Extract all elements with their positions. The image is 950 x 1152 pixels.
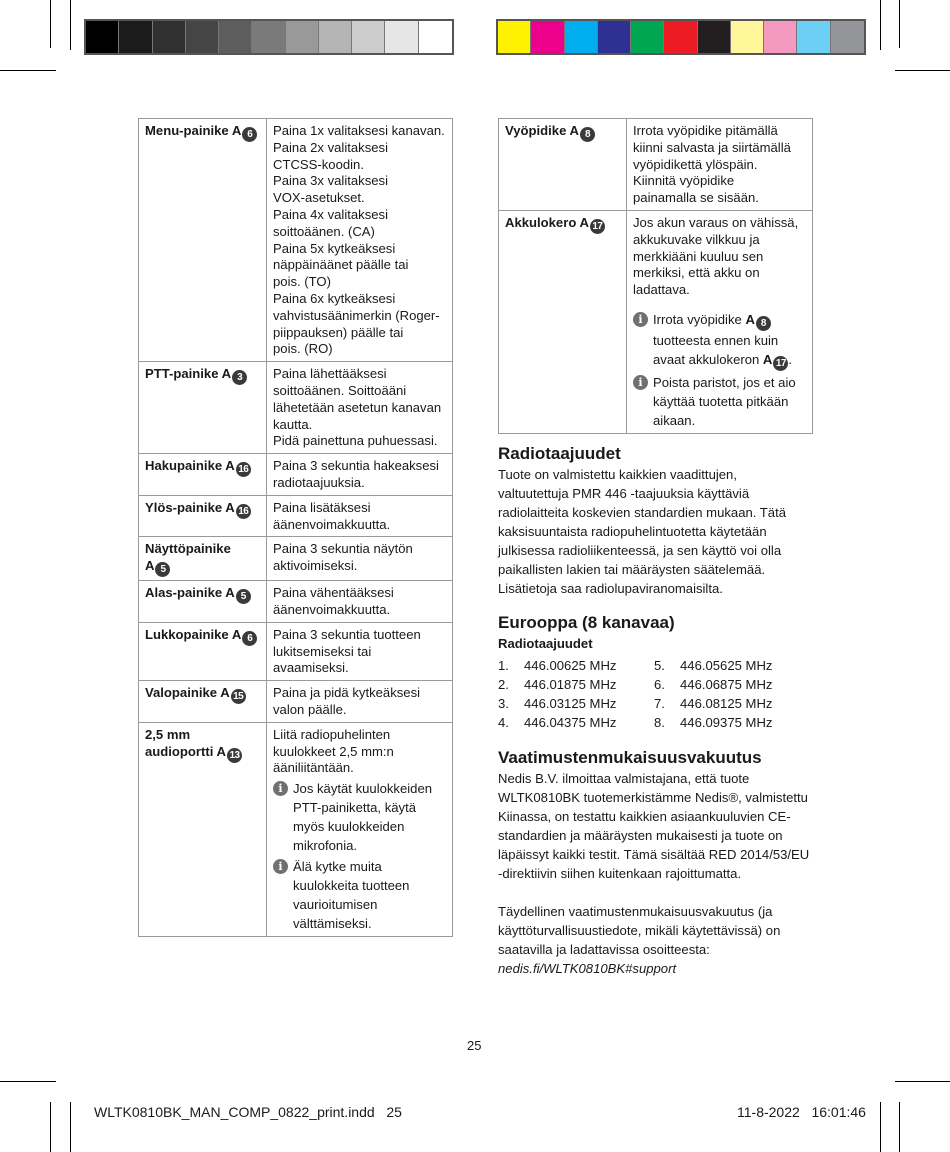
belt-clip-battery-table	[498, 118, 813, 434]
table-row	[499, 119, 813, 211]
support-link[interactable]: nedis.fi/WLTK0810BK#support	[498, 961, 677, 976]
table-row	[139, 119, 453, 362]
color-swatch	[831, 21, 864, 53]
table-row	[139, 722, 453, 936]
color-swatch	[664, 21, 697, 53]
channel-frequency: 446.01875 MHz	[524, 677, 617, 692]
color-swatch	[698, 21, 731, 53]
info-icon: i	[273, 781, 288, 796]
row-label: Menu-painike A 6	[139, 119, 267, 362]
info-note: i Jos käytät kuulokkeiden PTT-painiketta, käytä myös kuulokkeiden mikrofonia.	[273, 779, 446, 855]
channel-frequency: 446.06875 MHz	[680, 677, 773, 692]
part-number-badge: 6	[242, 127, 257, 142]
color-swatch	[797, 21, 830, 53]
color-swatch	[764, 21, 797, 53]
row-label: Akkulokero A 17	[499, 210, 627, 433]
row-description: Paina 3 sekuntia näytön aktivoimiseksi.	[267, 537, 453, 581]
color-swatch	[531, 21, 564, 53]
part-number-badge: 15	[231, 689, 246, 704]
row-description: Jos akun varaus on vähissä, akkukuvake vilkkuu ja merkkiääni kuuluu sen merkiksi, että akku on ladattava. i Irrota vyöpidike A 8 tuotteesta ennen kuin avaat akkulokeron A 17 . i Poista paristot, jos et aio käyttää tuotetta pitkään aikaan.	[627, 210, 813, 433]
frequency-list	[498, 656, 828, 732]
color-swatch	[86, 21, 119, 53]
row-label: Lukkopainike A 6	[139, 622, 267, 680]
channel-number: 8.	[654, 715, 665, 730]
right-column-text	[498, 443, 828, 978]
color-swatch	[153, 21, 186, 53]
row-label: Vyöpidike A 8	[499, 119, 627, 211]
row-description: Paina ja pidä kytkeäksesi valon päälle.	[267, 681, 453, 723]
row-description: Paina 1x valitaksesi kanavan. Paina 2x valitaksesi CTCSS-koodin. Paina 3x valitaksesi VOX-asetukset. Paina 4x valitaksesi soittoäänen. (CA) Paina 5x kytkeäksesi näppäinäänet päälle tai pois. (TO) Paina 6x kytkeäksesi vahvistusäänimerkin (Roger- piippauksen) päälle tai pois. (RO)	[267, 119, 453, 362]
section-heading: Eurooppa (8 kanavaa)	[498, 613, 675, 632]
channel-number: 7.	[654, 696, 665, 711]
crop-mark	[0, 70, 56, 71]
section-body: Nedis B.V. ilmoittaa valmistajana, että tuote WLTK0810BK tuotemerkistämme Nedis®, valmistettu Kiinassa, on testattu kaikkien asiaankuuluvien CE- standardien ja määräysten mukaisesti ja tuote on läpäissyt kaikki testit. Tämä sisältää RED 2014/53/EU -direktiivin siihen kuitenkaan rajoittumatta.	[498, 771, 810, 881]
color-swatch	[498, 21, 531, 53]
section-body: Täydellinen vaatimustenmukaisuusvakuutus (ja käyttöturvallisuustiedote, mikäli käytettävissä) on saatavilla ja ladattavissa osoitteesta:	[498, 904, 781, 957]
crop-mark	[50, 1102, 51, 1152]
row-description: Irrota vyöpidike pitämällä kiinni salvasta ja siirtämällä vyöpidikettä ylöspäin. Kiinnitä vyöpidike painamalla se sisään.	[627, 119, 813, 211]
crop-mark	[880, 0, 881, 50]
part-number-badge: 8	[756, 316, 771, 331]
color-calibration-bar	[496, 19, 866, 55]
row-description: Liitä radiopuhelinten kuulokkeet 2,5 mm:n ääniliitäntään. i Jos käytät kuulokkeiden PTT-painiketta, käytä myös kuulokkeiden mikrofonia. i Älä kytke muita kuulokkeita tuotteen vaurioitumisen välttämiseksi.	[267, 722, 453, 936]
row-description: Paina 3 sekuntia tuotteen lukitsemiseksi tai avaamiseksi.	[267, 622, 453, 680]
color-swatch	[631, 21, 664, 53]
row-label: Ylös-painike A 16	[139, 495, 267, 537]
channel-number: 2.	[498, 677, 509, 692]
channel-frequency: 446.09375 MHz	[680, 715, 773, 730]
info-note: i Älä kytke muita kuulokkeita tuotteen vaurioitumisen välttämiseksi.	[273, 857, 446, 933]
part-number-badge: 13	[227, 748, 242, 763]
crop-mark	[899, 1102, 900, 1152]
grayscale-calibration-bar	[84, 19, 454, 55]
page-number: 25	[467, 1038, 482, 1053]
table-row	[139, 362, 453, 454]
row-label: 2,5 mm audioportti A 13	[139, 722, 267, 936]
row-description: Paina 3 sekuntia hakeaksesi radiotaajuuksia.	[267, 454, 453, 496]
row-description: Paina vähentääksesi äänenvoimakkuutta.	[267, 581, 453, 623]
footer-timestamp: 11-8-2022 16:01:46	[737, 1104, 866, 1120]
color-swatch	[385, 21, 418, 53]
channel-number: 4.	[498, 715, 509, 730]
channel-frequency: 446.03125 MHz	[524, 696, 617, 711]
row-description: Paina lisätäksesi äänenvoimakkuutta.	[267, 495, 453, 537]
color-swatch	[352, 21, 385, 53]
part-number-badge: 5	[155, 562, 170, 577]
crop-mark	[50, 0, 51, 48]
table-row	[139, 681, 453, 723]
part-number-badge: 5	[236, 589, 251, 604]
info-icon: i	[633, 375, 648, 390]
section-body: Tuote on valmistettu kaikkien vaadittujen, valtuutettuja PMR 446 -taajuuksia käyttäviä radiolaitteita koskevien standardien mukaan. Tätä kaksisuuntaista radiopuhelintuotetta käytetään julkisessa radioliikenteessä, ja sen käyttö voi olla paikallisten lakien tai määräysten säätelemää. Lisätietoja saa radiolupaviranomaisilta.	[498, 467, 786, 596]
crop-mark	[880, 1102, 881, 1152]
channel-number: 3.	[498, 696, 509, 711]
crop-mark	[899, 0, 900, 48]
channel-frequency: 446.00625 MHz	[524, 658, 617, 673]
part-number-badge: 8	[580, 127, 595, 142]
part-number-badge: 17	[773, 356, 788, 371]
table-row	[139, 495, 453, 537]
part-number-badge: 3	[232, 370, 247, 385]
table-row	[499, 210, 813, 433]
table-row	[139, 622, 453, 680]
row-description: Paina lähettääksesi soittoäänen. Soittoääni lähetetään asetetun kanavan kautta. Pidä painettuna puhuessasi.	[267, 362, 453, 454]
section-heading: Vaatimustenmukaisuusvakuutus	[498, 748, 762, 767]
footer-filename: WLTK0810BK_MAN_COMP_0822_print.indd 25	[94, 1104, 402, 1120]
channel-frequency: 446.08125 MHz	[680, 696, 773, 711]
color-swatch	[219, 21, 252, 53]
color-swatch	[565, 21, 598, 53]
table-row	[139, 454, 453, 496]
info-icon: i	[633, 312, 648, 327]
part-number-badge: 16	[236, 462, 251, 477]
info-note: i Poista paristot, jos et aio käyttää tuotetta pitkään aikaan.	[633, 373, 806, 430]
crop-mark	[0, 1081, 56, 1082]
color-swatch	[319, 21, 352, 53]
channel-frequency: 446.04375 MHz	[524, 715, 617, 730]
channel-number: 1.	[498, 658, 509, 673]
info-note: i Irrota vyöpidike A 8 tuotteesta ennen kuin avaat akkulokeron A 17 .	[633, 310, 806, 371]
row-label: Näyttöpainike A 5	[139, 537, 267, 581]
table-row	[139, 581, 453, 623]
crop-mark	[895, 70, 950, 71]
part-number-badge: 17	[590, 219, 605, 234]
color-swatch	[419, 21, 452, 53]
channel-number: 5.	[654, 658, 665, 673]
row-label: Alas-painike A 5	[139, 581, 267, 623]
button-functions-table	[138, 118, 453, 937]
crop-mark	[70, 1102, 71, 1152]
part-number-badge: 6	[242, 631, 257, 646]
section-heading: Radiotaajuudet	[498, 444, 621, 463]
color-swatch	[731, 21, 764, 53]
color-swatch	[598, 21, 631, 53]
color-swatch	[186, 21, 219, 53]
crop-mark	[70, 0, 71, 50]
crop-mark	[895, 1081, 950, 1082]
channel-frequency: 446.05625 MHz	[680, 658, 773, 673]
color-swatch	[252, 21, 285, 53]
row-label: Hakupainike A 16	[139, 454, 267, 496]
section-subheading: Radiotaajuudet	[498, 636, 593, 651]
info-icon: i	[273, 859, 288, 874]
table-row	[139, 537, 453, 581]
row-label: PTT-painike A 3	[139, 362, 267, 454]
row-label: Valopainike A 15	[139, 681, 267, 723]
part-number-badge: 16	[236, 504, 251, 519]
color-swatch	[286, 21, 319, 53]
channel-number: 6.	[654, 677, 665, 692]
color-swatch	[119, 21, 152, 53]
